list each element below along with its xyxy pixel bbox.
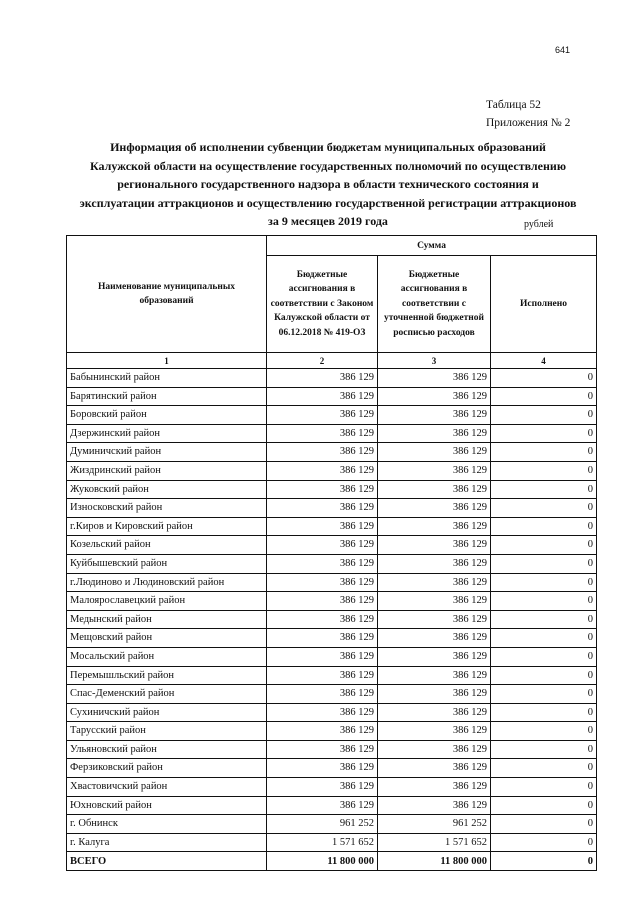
total-label: ВСЕГО [67, 852, 267, 871]
subvention-table [66, 235, 597, 871]
refined-allocation: 386 129 [378, 796, 491, 815]
executed-amount: 0 [491, 424, 597, 443]
refined-allocation: 386 129 [378, 629, 491, 648]
law-allocation: 386 129 [267, 424, 378, 443]
refined-allocation: 386 129 [378, 461, 491, 480]
title-line: за 9 месяцев 2019 года [268, 214, 388, 228]
refined-allocation: 386 129 [378, 406, 491, 425]
municipality-name: Малоярославецкий район [67, 592, 267, 611]
executed-amount: 0 [491, 554, 597, 573]
executed-amount: 0 [491, 461, 597, 480]
law-allocation: 386 129 [267, 387, 378, 406]
refined-allocation: 386 129 [378, 647, 491, 666]
title-line: регионального государственного надзора в области технического состояния и [117, 177, 539, 191]
table-reference [486, 96, 570, 132]
municipality-name: Мосальский район [67, 647, 267, 666]
table-row [67, 536, 597, 555]
refined-allocation: 386 129 [378, 703, 491, 722]
table-body [67, 369, 597, 852]
refined-allocation: 386 129 [378, 573, 491, 592]
column-number: 3 [378, 353, 491, 369]
refined-allocation: 386 129 [378, 610, 491, 629]
law-allocation: 386 129 [267, 406, 378, 425]
refined-allocation: 1 571 652 [378, 833, 491, 852]
municipality-name: Тарусский район [67, 722, 267, 741]
table-ref-line: Приложения № 2 [486, 117, 571, 129]
refined-allocation: 386 129 [378, 722, 491, 741]
municipality-name: Козельский район [67, 536, 267, 555]
law-allocation: 386 129 [267, 629, 378, 648]
law-allocation: 1 571 652 [267, 833, 378, 852]
law-allocation: 386 129 [267, 536, 378, 555]
total-executed: 0 [491, 852, 597, 871]
law-allocation: 386 129 [267, 499, 378, 518]
executed-amount: 0 [491, 703, 597, 722]
law-allocation: 386 129 [267, 443, 378, 462]
municipality-name: Медынский район [67, 610, 267, 629]
table-row [67, 499, 597, 518]
header-name: Наименование муниципальных образований [67, 236, 267, 353]
executed-amount: 0 [491, 443, 597, 462]
law-allocation: 386 129 [267, 647, 378, 666]
table-row [67, 443, 597, 462]
law-allocation: 386 129 [267, 778, 378, 797]
municipality-name: Мещовский район [67, 629, 267, 648]
table-row [67, 703, 597, 722]
executed-amount: 0 [491, 517, 597, 536]
municipality-name: Износковский район [67, 499, 267, 518]
municipality-name: г.Киров и Кировский район [67, 517, 267, 536]
column-number: 2 [267, 353, 378, 369]
law-allocation: 386 129 [267, 461, 378, 480]
municipality-name: Спас-Деменский район [67, 685, 267, 704]
municipality-name: Юхновский район [67, 796, 267, 815]
refined-allocation: 386 129 [378, 666, 491, 685]
table-row [67, 610, 597, 629]
municipality-name: г. Калуга [67, 833, 267, 852]
law-allocation: 386 129 [267, 573, 378, 592]
executed-amount: 0 [491, 740, 597, 759]
executed-amount: 0 [491, 666, 597, 685]
table-row [67, 759, 597, 778]
law-allocation: 386 129 [267, 722, 378, 741]
table-row [67, 778, 597, 797]
municipality-name: Бабынинский район [67, 369, 267, 388]
executed-amount: 0 [491, 480, 597, 499]
law-allocation: 386 129 [267, 554, 378, 573]
refined-allocation: 386 129 [378, 778, 491, 797]
executed-amount: 0 [491, 647, 597, 666]
municipality-name: Ульяновский район [67, 740, 267, 759]
executed-amount: 0 [491, 499, 597, 518]
table-row [67, 685, 597, 704]
executed-amount: 0 [491, 629, 597, 648]
total-row [67, 852, 597, 871]
table-row [67, 815, 597, 834]
table-row [67, 666, 597, 685]
refined-allocation: 386 129 [378, 592, 491, 611]
title-line: Калужской области на осуществление государственных полномочий по осуществлению [89, 158, 566, 173]
refined-allocation: 386 129 [378, 424, 491, 443]
refined-allocation: 386 129 [378, 443, 491, 462]
refined-allocation: 386 129 [378, 554, 491, 573]
title-line: эксплуатации аттракционов и осуществлению государственной регистрации аттракционов [79, 195, 577, 210]
table-row [67, 592, 597, 611]
refined-allocation: 386 129 [378, 536, 491, 555]
total-law: 11 800 000 [267, 852, 378, 871]
municipality-name: г.Людиново и Людиновский район [67, 573, 267, 592]
municipality-name: Сухиничский район [67, 703, 267, 722]
law-allocation: 386 129 [267, 740, 378, 759]
municipality-name: г. Обнинск [67, 815, 267, 834]
document-title [58, 138, 598, 231]
table-row [67, 461, 597, 480]
table-row [67, 480, 597, 499]
executed-amount: 0 [491, 369, 597, 388]
table-row [67, 387, 597, 406]
header-law-allocations: Бюджетные ассигнования в соответствии с Законом Калужской области от 06.12.2018 № 419-ОЗ [267, 256, 378, 353]
refined-allocation: 386 129 [378, 369, 491, 388]
total-refined: 11 800 000 [378, 852, 491, 871]
table-row [67, 369, 597, 388]
executed-amount: 0 [491, 536, 597, 555]
executed-amount: 0 [491, 406, 597, 425]
table-row [67, 647, 597, 666]
executed-amount: 0 [491, 685, 597, 704]
municipality-name: Дзержинский район [67, 424, 267, 443]
municipality-name: Ферзиковский район [67, 759, 267, 778]
header-sum: Сумма [267, 236, 597, 256]
refined-allocation: 386 129 [378, 499, 491, 518]
law-allocation: 386 129 [267, 796, 378, 815]
refined-allocation: 961 252 [378, 815, 491, 834]
executed-amount: 0 [491, 592, 597, 611]
municipality-name: Боровский район [67, 406, 267, 425]
executed-amount: 0 [491, 778, 597, 797]
executed-amount: 0 [491, 722, 597, 741]
table-row [67, 740, 597, 759]
law-allocation: 386 129 [267, 517, 378, 536]
executed-amount: 0 [491, 610, 597, 629]
table-row [67, 406, 597, 425]
law-allocation: 386 129 [267, 703, 378, 722]
executed-amount: 0 [491, 815, 597, 834]
refined-allocation: 386 129 [378, 740, 491, 759]
column-number: 4 [491, 353, 597, 369]
law-allocation: 386 129 [267, 480, 378, 499]
table-row [67, 424, 597, 443]
refined-allocation: 386 129 [378, 685, 491, 704]
law-allocation: 386 129 [267, 592, 378, 611]
executed-amount: 0 [491, 573, 597, 592]
municipality-name: Жиздринский район [67, 461, 267, 480]
column-number: 1 [67, 353, 267, 369]
refined-allocation: 386 129 [378, 517, 491, 536]
page-number: 641 [555, 45, 571, 55]
municipality-name: Барятинский район [67, 387, 267, 406]
municipality-name: Перемышльский район [67, 666, 267, 685]
refined-allocation: 386 129 [378, 759, 491, 778]
law-allocation: 386 129 [267, 610, 378, 629]
executed-amount: 0 [491, 833, 597, 852]
municipality-name: Куйбышевский район [67, 554, 267, 573]
municipality-name: Жуковский район [67, 480, 267, 499]
executed-amount: 0 [491, 759, 597, 778]
law-allocation: 961 252 [267, 815, 378, 834]
table-row [67, 722, 597, 741]
executed-amount: 0 [491, 387, 597, 406]
table-row [67, 833, 597, 852]
municipality-name: Думиничский район [67, 443, 267, 462]
law-allocation: 386 129 [267, 759, 378, 778]
law-allocation: 386 129 [267, 685, 378, 704]
law-allocation: 386 129 [267, 369, 378, 388]
executed-amount: 0 [491, 796, 597, 815]
unit-label: рублей [524, 219, 554, 230]
header-executed: Исполнено [491, 256, 597, 353]
refined-allocation: 386 129 [378, 387, 491, 406]
table-ref-line: Таблица 52 [486, 99, 541, 111]
refined-allocation: 386 129 [378, 480, 491, 499]
municipality-name: Хвастовичский район [67, 778, 267, 797]
table-row [67, 517, 597, 536]
law-allocation: 386 129 [267, 666, 378, 685]
title-line: Информация об исполнении субвенции бюджетам муниципальных образований [110, 140, 546, 154]
table-row [67, 629, 597, 648]
table-row [67, 554, 597, 573]
table-row [67, 573, 597, 592]
header-refined-allocations: Бюджетные ассигнования в соответствии с уточненной бюджетной росписью расходов [378, 256, 491, 353]
table-row [67, 796, 597, 815]
